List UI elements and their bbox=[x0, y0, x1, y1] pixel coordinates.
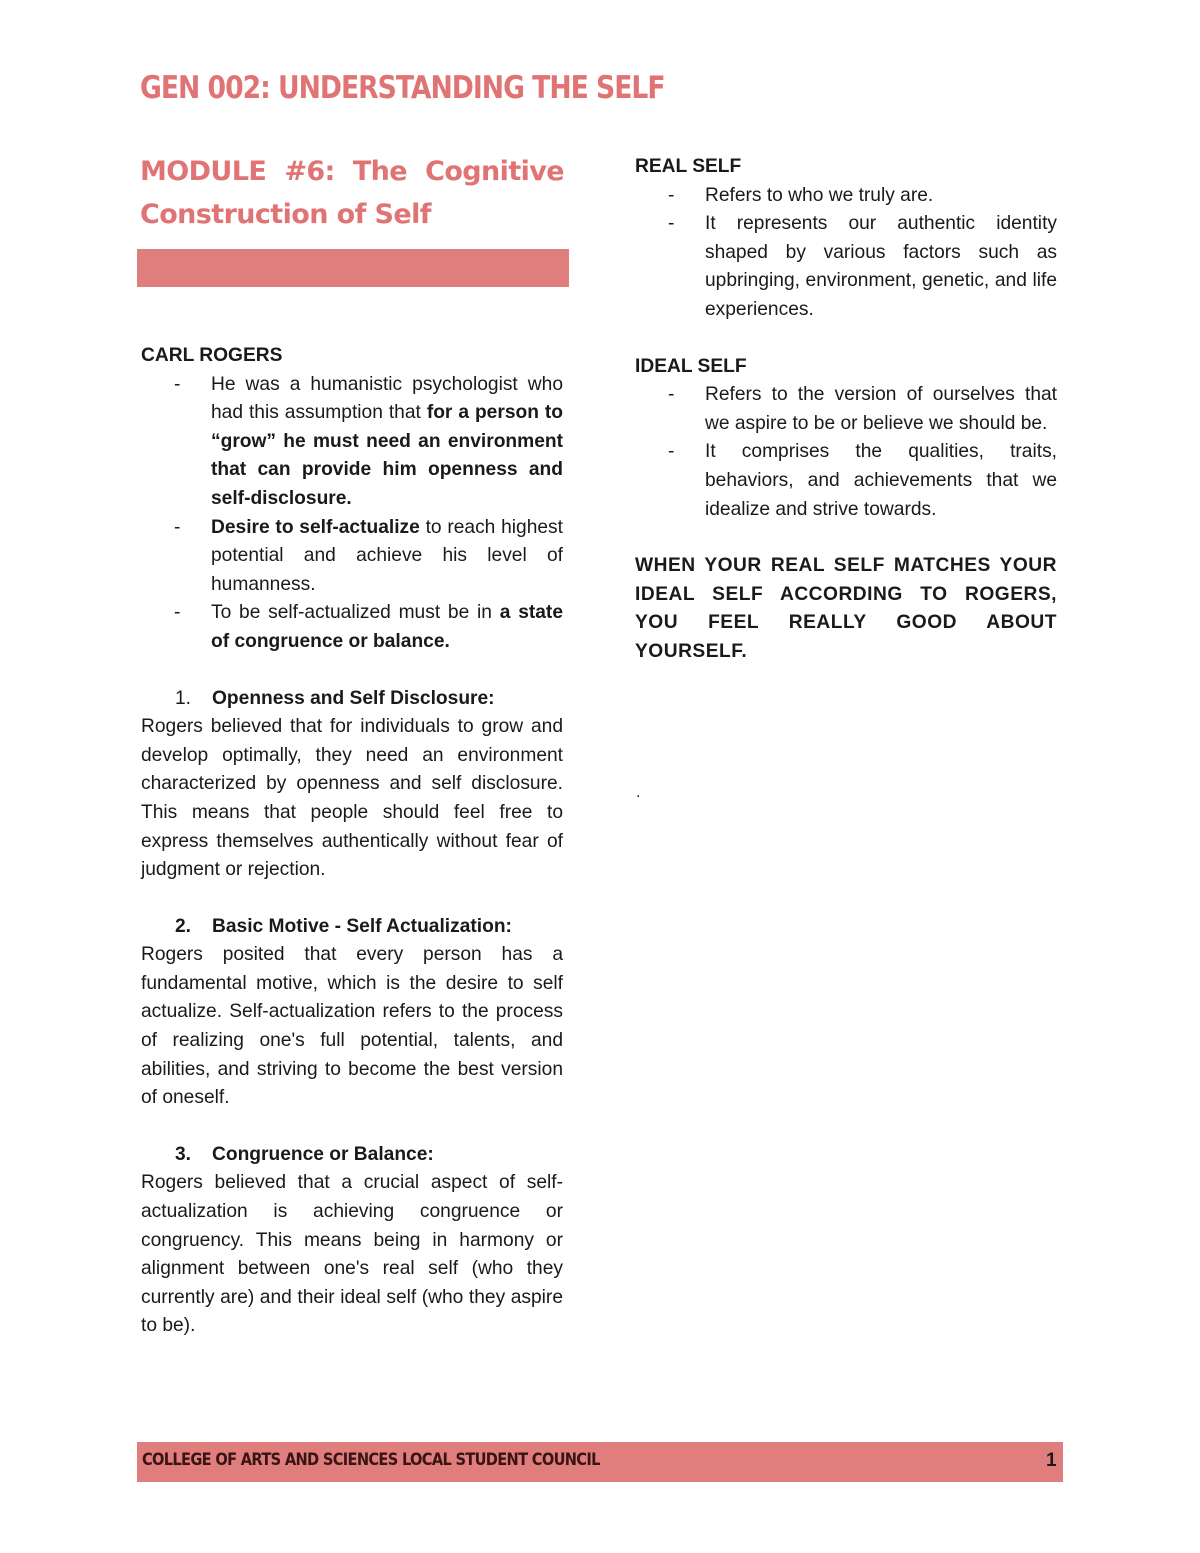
footer-council-name: COLLEGE OF ARTS AND SCIENCES LOCAL STUDENT COUNCIL bbox=[142, 1450, 600, 1470]
item3-title: Congruence or Balance: bbox=[212, 1143, 434, 1165]
list-item: - Refers to the version of ourselves that we aspire to be or believe we should be. bbox=[705, 381, 1057, 438]
item2-title: Basic Motive - Self Actualization: bbox=[212, 915, 512, 937]
item2-heading bbox=[141, 913, 563, 942]
item1-paragraph: Rogers believed that for individuals to grow and develop optimally, they need an environment characterized by openness and self disclosure. This means that people should feel free to express themselves authentically without fear of judgment or rejection. bbox=[141, 716, 563, 881]
item3-heading bbox=[141, 1141, 563, 1170]
item3-paragraph: Rogers believed that a crucial aspect of self-actualization is achieving congruence or congruency. This means being in harmony or alignment between one's real self (who they currently are) and their ideal self (who they aspire to be). bbox=[141, 1172, 563, 1337]
item2-paragraph: Rogers posited that every person has a fundamental motive, which is the desire to self actualize. Self-actualization refers to the process of realizing one's full potential, talents, and abilities, and striving to become the best version of oneself. bbox=[141, 944, 563, 1109]
bullet-text: To be self-actualized must be in bbox=[211, 602, 500, 624]
item1-number: 1. bbox=[175, 687, 192, 709]
bullet-bold-text: a state of congruence or balance. bbox=[211, 602, 563, 652]
conclusion-text: WHEN YOUR REAL SELF MATCHES YOUR IDEAL SELF ACCORDING TO ROGERS, YOU FEEL REALLY GOOD ABOUT YOURSELF. bbox=[635, 555, 1057, 662]
item1-heading bbox=[141, 685, 563, 714]
title-accent-bar bbox=[137, 249, 569, 287]
course-title: GEN 002: UNDERSTANDING THE SELF bbox=[140, 70, 665, 106]
list-item: - It comprises the qualities, traits, behaviors, and achievements that we idealize and strive towards. bbox=[705, 438, 1057, 524]
real-self-heading: REAL SELF bbox=[635, 156, 742, 177]
stray-mark: . bbox=[636, 784, 641, 801]
right-column bbox=[635, 153, 1057, 667]
list-item: - Refers to who we truly are. bbox=[705, 182, 1057, 211]
item3-number: 3. bbox=[175, 1143, 192, 1165]
carl-rogers-list bbox=[141, 371, 563, 657]
list-item bbox=[211, 514, 563, 600]
bullet-bold-text: Desire to self-actualize bbox=[211, 516, 420, 538]
ideal-self-heading: IDEAL SELF bbox=[635, 355, 747, 377]
page-number: 1 bbox=[1046, 1450, 1057, 1471]
carl-rogers-heading: CARL ROGERS bbox=[141, 345, 283, 366]
list-item bbox=[211, 599, 563, 656]
item2-number: 2. bbox=[175, 915, 192, 937]
module-title: MODULE #6: The Cognitive Construction of Self bbox=[140, 156, 564, 230]
list-item bbox=[211, 371, 563, 514]
item1-title: Openness and Self Disclosure: bbox=[212, 687, 495, 709]
bullet-text: to reach highest potential and achieve his level of humanness. bbox=[211, 516, 563, 595]
list-item: - It represents our authentic identity shaped by various factors such as upbringing, environment, genetic, and life experiences. bbox=[705, 210, 1057, 324]
bullet-bold-text: for a person to “grow” he must need an environment that can provide him openness and self-disclosure. bbox=[211, 402, 563, 509]
real-self-list bbox=[635, 182, 1057, 325]
bullet-text: He was a humanistic psychologist who had this assumption that bbox=[211, 373, 563, 424]
ideal-self-list bbox=[635, 381, 1057, 524]
left-column bbox=[141, 342, 563, 1341]
